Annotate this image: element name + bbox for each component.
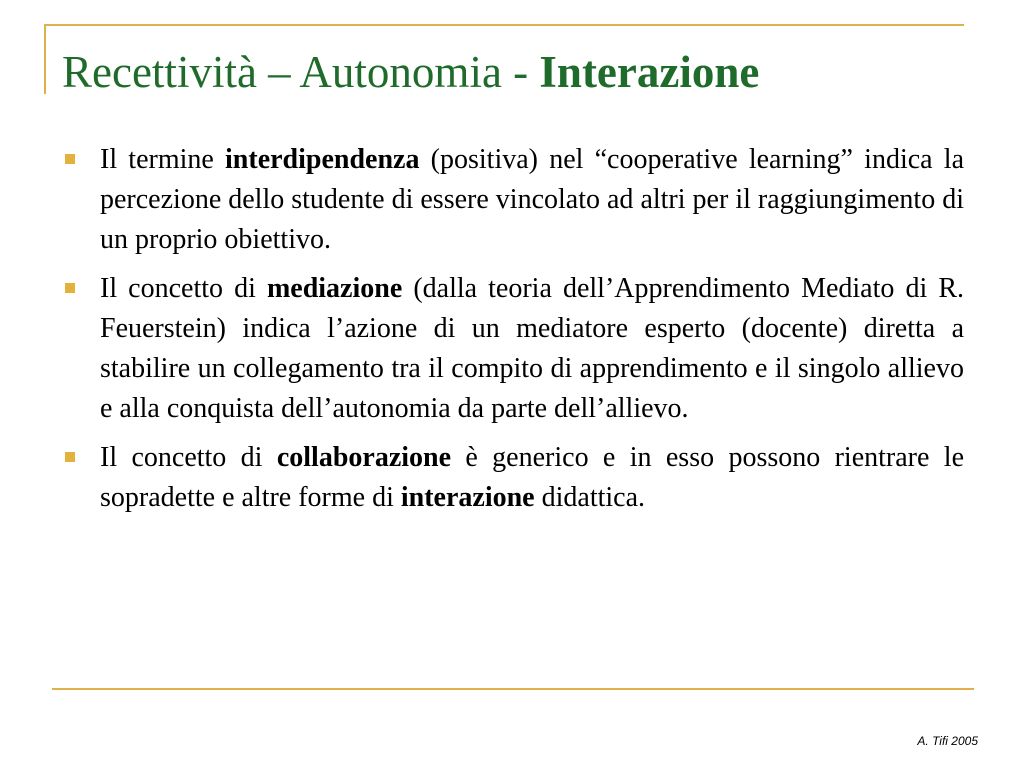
slide-title xyxy=(62,42,972,102)
slide-content xyxy=(62,140,964,527)
slide-title-main: Recettività – Autonomia - xyxy=(62,47,540,97)
bullet-text-after: è generico e in esso possono rientrare le sopradette e altre forme di xyxy=(100,442,964,513)
left-border-line xyxy=(44,24,46,94)
bullet-text-before: Il termine xyxy=(100,144,226,175)
bullet-item-collaborazione xyxy=(62,438,964,518)
footer-author: A. Tifi 2005 xyxy=(917,734,978,748)
bullet-text-after: (dalla teoria dell’Apprendimento Mediato di R. Feuerstein) indica l’azione di un mediatore esperto (docente) diretta a stabilire un collegamento tra il compito di apprendimento e il singolo allievo e alla conquista dell’autonomia da parte dell’allievo. xyxy=(100,273,964,424)
bullet-keyword-secondary: interazione xyxy=(400,482,535,513)
bullet-keyword: mediazione xyxy=(266,273,403,304)
bullet-text xyxy=(100,140,964,260)
bullet-text xyxy=(100,438,964,518)
top-border-line xyxy=(44,24,964,26)
square-bullet-icon xyxy=(65,154,75,164)
bullet-keyword: interdipendenza xyxy=(225,144,420,175)
footer-divider xyxy=(52,688,974,690)
square-bullet-icon xyxy=(65,283,75,293)
bullet-item-interdipendenza xyxy=(62,140,964,260)
bullet-text-end: didattica. xyxy=(534,482,646,513)
square-bullet-icon xyxy=(65,452,75,462)
bullet-text-after: (positiva) nel “cooperative learning” indica la percezione dello studente di essere vincolato ad altri per il raggiungimento di un proprio obiettivo. xyxy=(100,144,964,255)
bullet-text xyxy=(100,269,964,429)
bullet-item-mediazione xyxy=(62,269,964,429)
slide-title-emphasis: Interazione xyxy=(539,47,760,97)
bullet-text-before: Il concetto di xyxy=(100,273,267,304)
bullet-keyword: collaborazione xyxy=(276,442,452,473)
bullet-text-before: Il concetto di xyxy=(100,442,277,473)
